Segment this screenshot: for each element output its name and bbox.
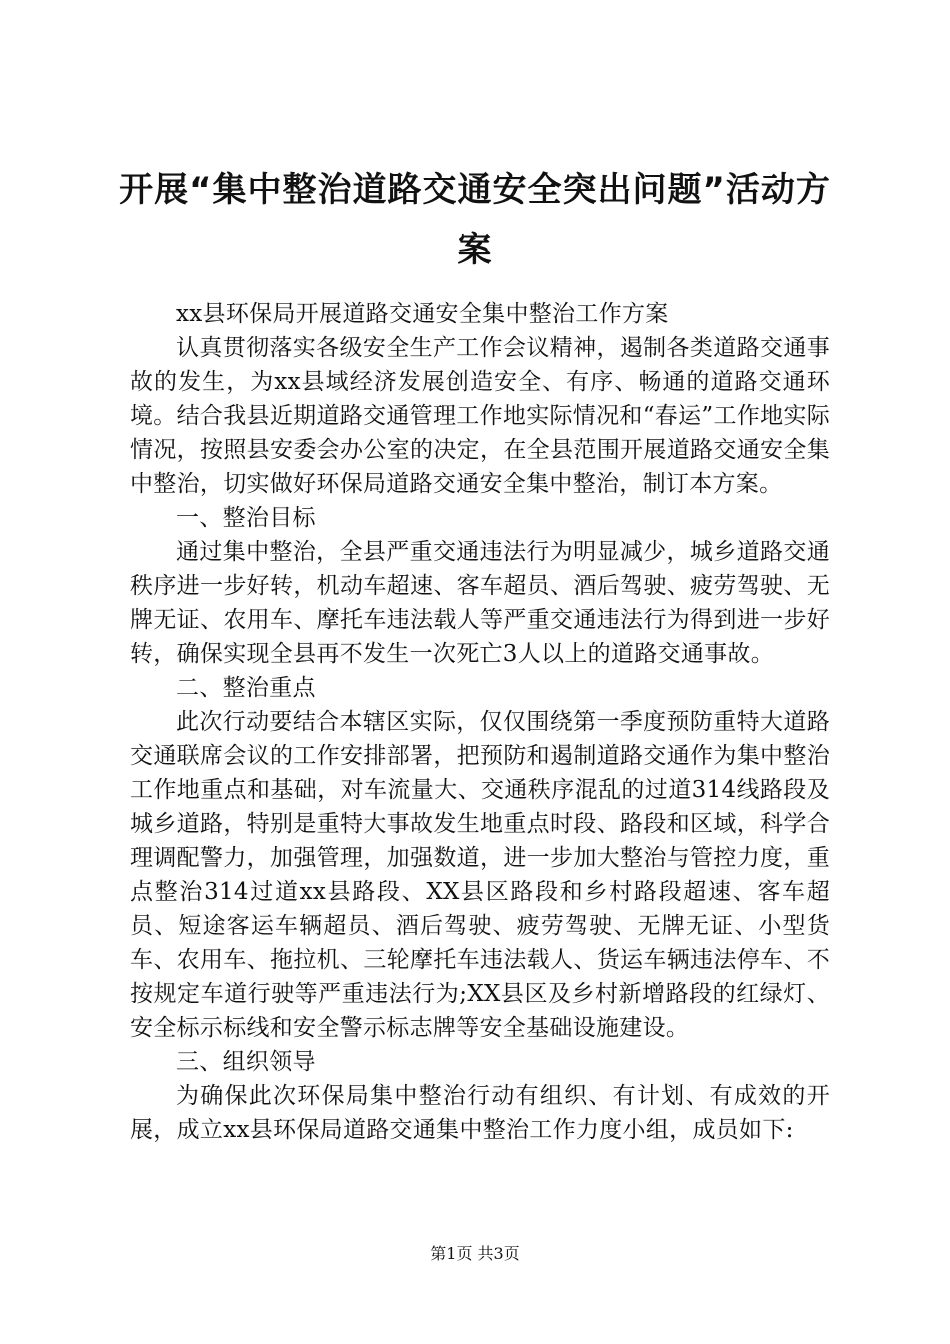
subtitle-paragraph: xx县环保局开展道路交通安全集中整治工作方案 (176, 301, 669, 327)
focus-paragraph: 此次行动要结合本辖区实际，仅仅围绕第一季度预防重特大道路交通联席会议的工作安排部署，把预防和遏制道路交通作为集中整治工作地重点和基础，对车流量大、交通秩序混乱的过道314线路段及城乡道路，特别是重特大事故发生地重点时段、路段和区域，科学合理调配警力，加强管理，加强数道，进一步加大整治与管控力度，重点整治314过道xx县路段、XX县区路段和乡村路段超速、客车超员、短途客运车辆超员、酒后驾驶、疲劳驾驶、无牌无证、小型货车、农用车、拖拉机、三轮摩托车违法载人、货运车辆违法停车、不按规定车道行驶等严重违法行为;XX县区及乡村新增路段的红绿灯、安全标示标线和安全警示标志牌等安全基础设施建设。 (130, 709, 830, 1041)
intro-paragraph: 认真贯彻落实各级安全生产工作会议精神，遏制各类道路交通事故的发生，为xx县域经济发展创造安全、有序、畅通的道路交通环境。结合我县近期道路交通管理工作地实际情况和“春运”工作地实际情况，按照县安委会办公室的决定，在全县范围开展道路交通安全集中整治，切实做好环保局道路交通安全集中整治，制订本方案。 (130, 335, 830, 497)
section-heading-focus: 二、整治重点 (176, 675, 316, 701)
section-heading-goal: 一、整治目标 (176, 505, 316, 531)
section-heading-leadership: 三、组织领导 (176, 1049, 316, 1075)
document-title: 开展“集中整治道路交通安全突出问题”活动方案 (119, 170, 831, 270)
document-body (130, 297, 830, 1147)
leadership-paragraph: 为确保此次环保局集中整治行动有组织、有计划、有成效的开展，成立xx县环保局道路交通集中整治工作力度小组，成员如下: (130, 1083, 830, 1143)
page-footer: 第1页 共3页 (430, 1244, 520, 1263)
goal-paragraph: 通过集中整治，全县严重交通违法行为明显减少，城乡道路交通秩序进一步好转，机动车超速、客车超员、酒后驾驶、疲劳驾驶、无牌无证、农用车、摩托车违法载人等严重交通违法行为得到进一步好转，确保实现全县再不发生一次死亡3人以上的道路交通事故。 (130, 539, 830, 667)
